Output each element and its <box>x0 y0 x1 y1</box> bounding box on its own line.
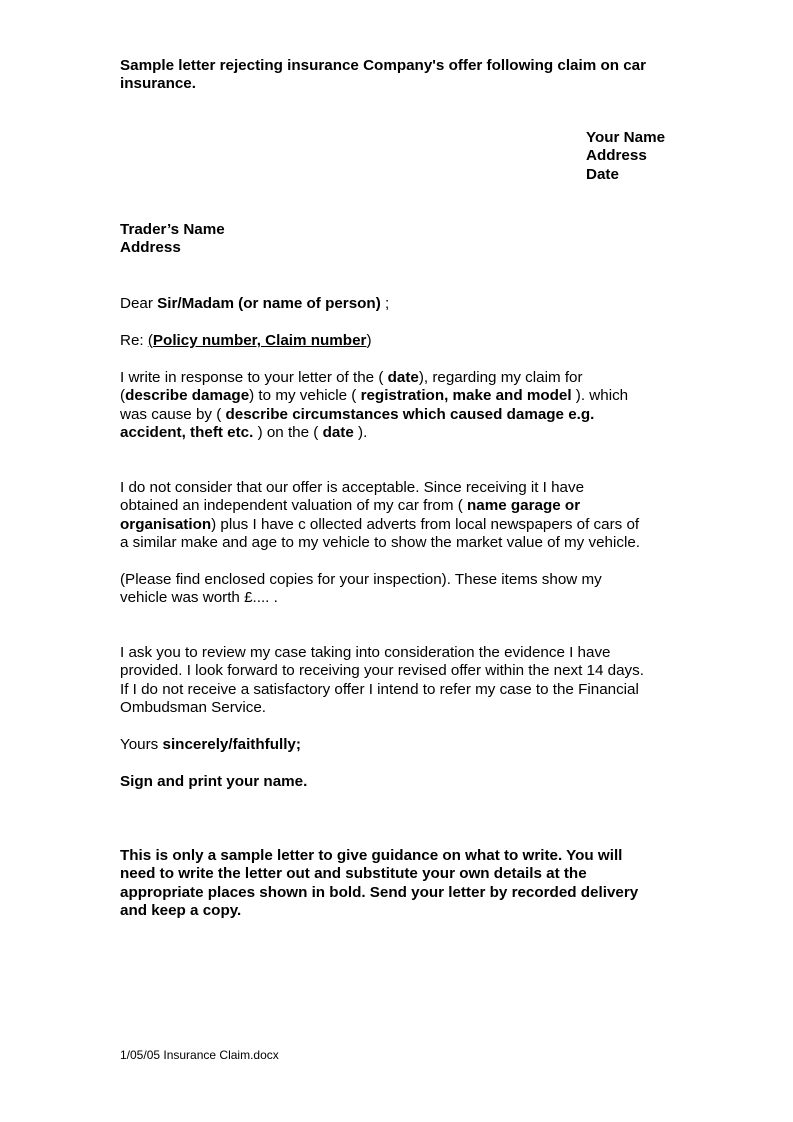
paragraph-line: Ombudsman Service. <box>120 699 267 717</box>
paragraph-line <box>120 406 680 424</box>
salutation-line <box>120 295 680 313</box>
text-run: I write in response to your letter of the ( <box>120 369 388 386</box>
text-run: ( <box>120 387 126 405</box>
paragraph-rejection <box>120 479 680 553</box>
paragraph-line: vehicle was worth £.... . <box>120 589 278 607</box>
paragraph-review-request <box>120 644 680 718</box>
salutation-suffix: ; <box>380 295 390 312</box>
reference-prefix: Re: <box>120 332 148 349</box>
paragraph-line: I do not consider that our offer is acceptable. Since receiving it I have <box>120 479 585 496</box>
page-footer: 1/05/05 Insurance Claim.docx <box>120 1048 279 1062</box>
reference-close-paren: ) <box>366 332 372 349</box>
paragraph-line <box>120 387 680 405</box>
paragraph-line: If I do not receive a satisfactory offer I intend to refer my case to the Financial <box>120 680 639 698</box>
placeholder-vehicle: registration, make and model <box>360 387 572 405</box>
paragraph-line: I ask you to review my case taking into consideration the evidence I have <box>120 644 611 661</box>
note-line: This is only a sample letter to give guidance on what to write. You will <box>120 847 623 864</box>
salutation-name: Sir/Madam (or name of person) <box>157 295 381 312</box>
reference-line-text <box>120 332 680 350</box>
reference-line <box>120 332 680 350</box>
placeholder-damage: describe damage <box>125 387 250 405</box>
salutation <box>120 295 680 313</box>
text-run: obtained an independent valuation of my car from ( <box>120 497 467 515</box>
text-run: ) plus I have c ollected adverts from local newspapers of cars of <box>211 515 640 533</box>
placeholder-circumstances: accident, theft etc. <box>120 424 254 442</box>
paragraph-line: provided. I look forward to receiving your revised offer within the next 14 days. <box>120 662 644 680</box>
recipient-name: Trader’s Name <box>120 221 225 238</box>
sender-name: Your Name <box>586 129 666 146</box>
placeholder-date: date <box>322 424 354 442</box>
placeholder-circumstances: describe circumstances which caused damage e.g. <box>225 405 595 423</box>
recipient-address: Address <box>120 239 181 257</box>
text-run: ). <box>353 424 368 442</box>
paragraph-line: (Please find enclosed copies for your inspection). These items show my <box>120 571 602 588</box>
reference-value: Policy number, Claim number <box>152 332 367 349</box>
document-title <box>120 57 680 94</box>
recipient-block <box>120 221 680 258</box>
paragraph-line: a similar make and age to my vehicle to show the market value of my vehicle. <box>120 534 640 552</box>
text-run: ). which <box>571 387 629 405</box>
title-line: insurance. <box>120 75 196 93</box>
signature-line: Sign and print your name. <box>120 773 308 790</box>
closing-line <box>120 736 680 754</box>
note-line: appropriate places shown in bold. Send your letter by recorded delivery <box>120 883 639 901</box>
guidance-note <box>120 847 680 921</box>
closing <box>120 736 680 754</box>
title-line: Sample letter rejecting insurance Company's offer following claim on car <box>120 57 647 74</box>
paragraph-line <box>120 369 680 387</box>
note-line: need to write the letter out and substitute your own details at the <box>120 865 587 883</box>
sender-date: Date <box>586 165 619 183</box>
salutation-prefix: Dear <box>120 295 158 312</box>
placeholder-date: date <box>387 369 419 386</box>
sender-address: Address <box>586 147 647 165</box>
text-run: ), regarding my claim for <box>418 369 583 386</box>
closing-value: sincerely/faithfully; <box>162 736 301 753</box>
paragraph-enclosures <box>120 571 680 608</box>
signature-instruction <box>120 773 680 791</box>
closing-prefix: Yours <box>120 736 163 753</box>
note-line: and keep a copy. <box>120 902 242 920</box>
text-run: ) to my vehicle ( <box>249 387 361 405</box>
paragraph-line <box>120 516 680 534</box>
paragraph-claim-details <box>120 369 680 443</box>
sender-block <box>586 129 766 184</box>
placeholder-garage: name garage or <box>467 497 581 515</box>
text-run: ) on the ( <box>253 424 323 442</box>
reference-open-paren: ( <box>147 332 153 349</box>
paragraph-line <box>120 424 680 442</box>
paragraph-line <box>120 497 680 515</box>
placeholder-garage: organisation <box>120 515 212 533</box>
text-run: was cause by ( <box>120 405 226 423</box>
